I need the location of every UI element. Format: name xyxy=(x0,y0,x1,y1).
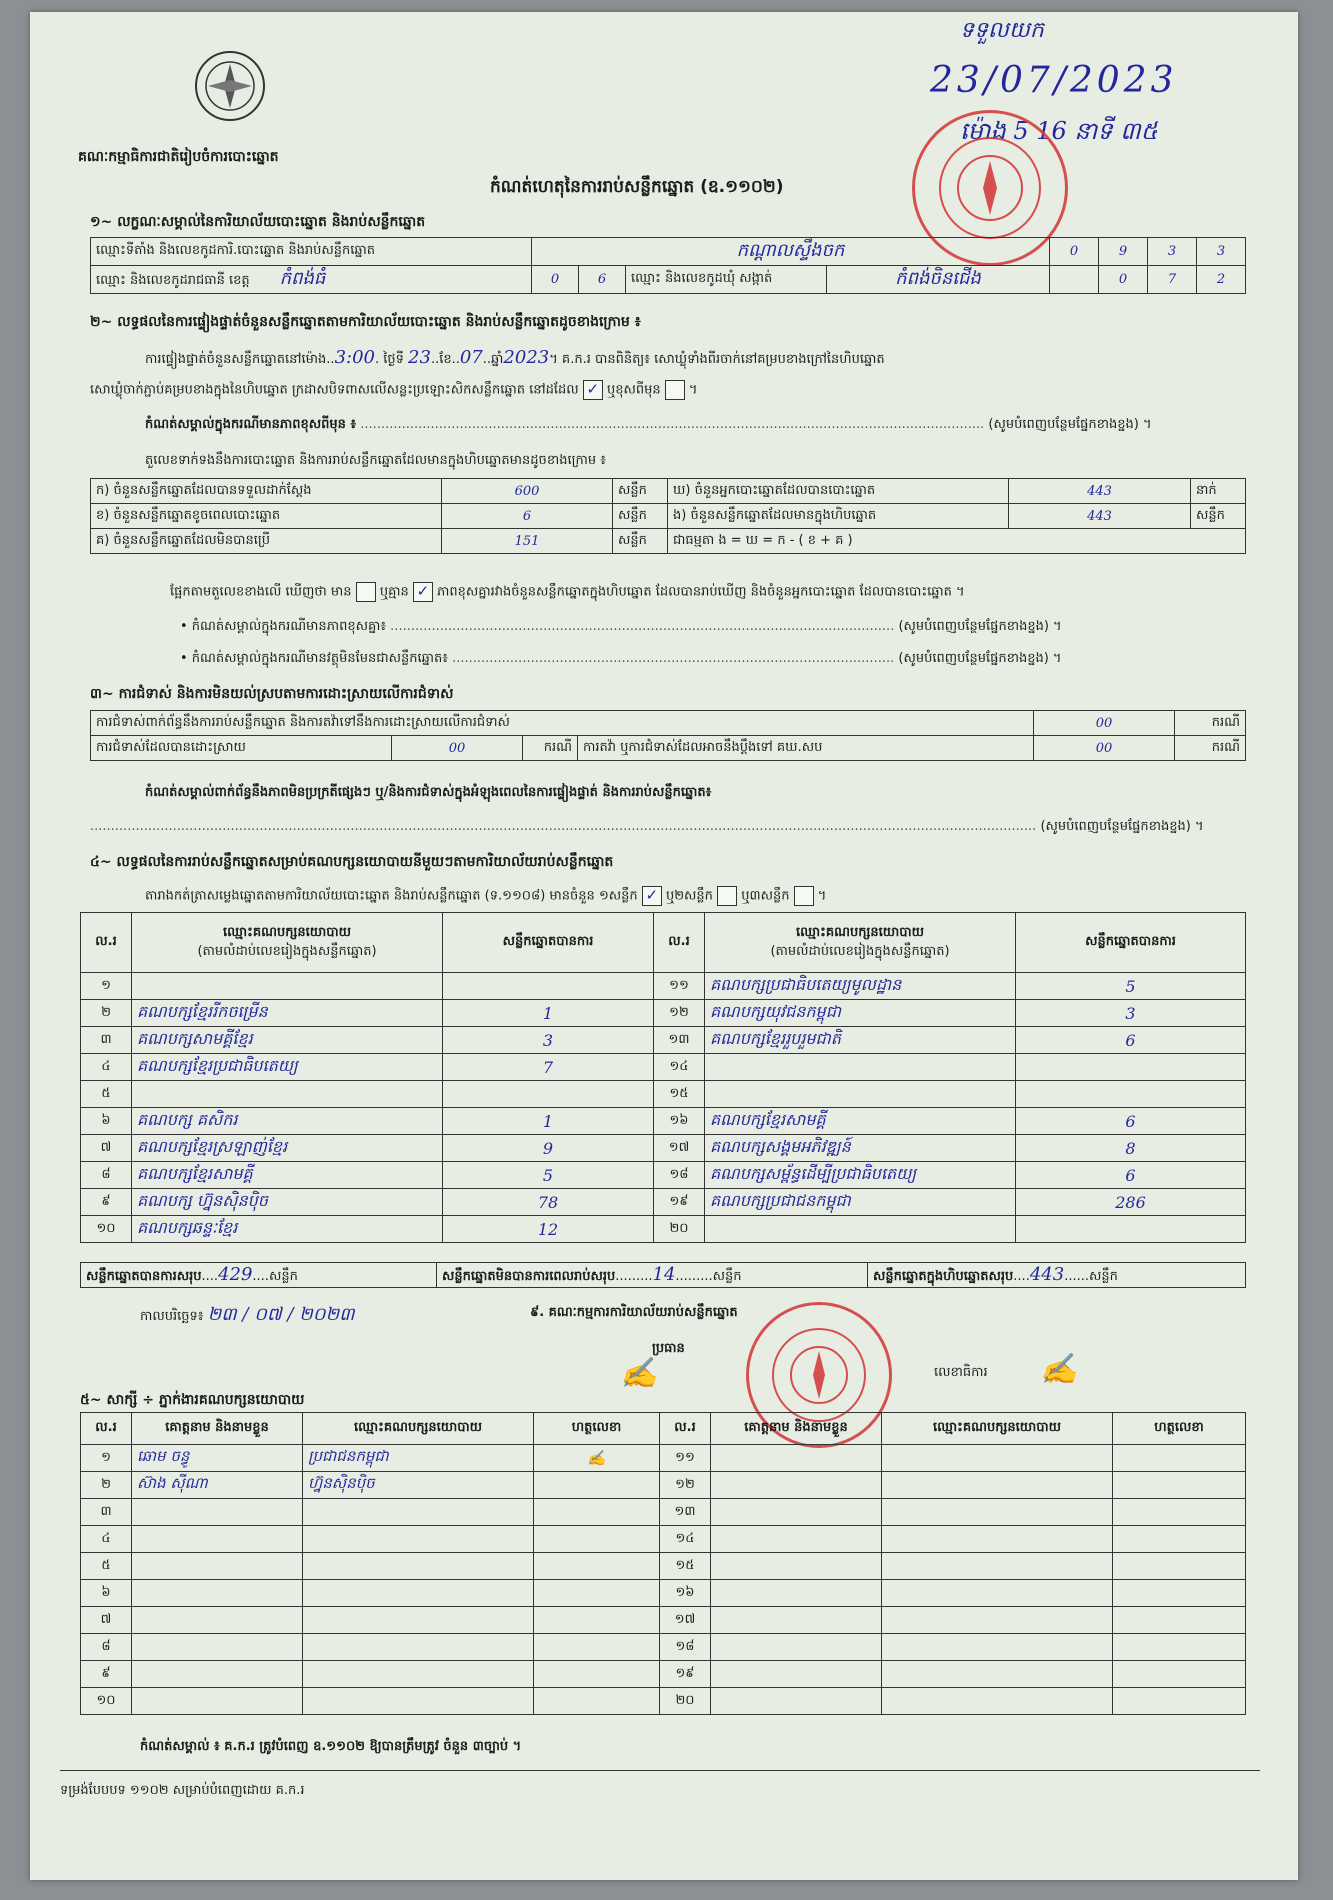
province-code-2: 6 xyxy=(579,266,626,294)
province-label: ឈ្មោះ និងលេខកូដរាជធានី ខេត្ត xyxy=(96,273,250,288)
difference-bullet: • កំណត់សម្គាល់ក្នុងករណីមានភាពខុសគ្នា៖ .......................................................................................................................... (សូមបំពេញបន្ថែមផ្នែកខាងខ្នង) ។ xyxy=(180,619,1062,634)
party-votes: 1 xyxy=(443,1108,654,1135)
party-votes xyxy=(1016,1216,1246,1243)
row-number: ១៥ xyxy=(660,1553,711,1580)
ballots-received: 600 xyxy=(442,479,613,504)
difference-no-checkbox[interactable]: ✓ xyxy=(413,582,433,602)
row-number: ១៤ xyxy=(654,1054,705,1081)
party-votes: 3 xyxy=(1016,1000,1246,1027)
witness-name xyxy=(711,1445,882,1472)
row-number: ១១ xyxy=(654,973,705,1000)
witness-signature xyxy=(1113,1634,1246,1661)
party-name xyxy=(705,1081,1016,1108)
org-name: គណៈកម្មាធិការជាតិរៀបចំការបោះឆ្នោត xyxy=(78,149,279,165)
party-votes: 5 xyxy=(443,1162,654,1189)
party-name: គណបក្សយុវជនកម្ពុជា xyxy=(705,1000,1016,1027)
ballots-spoiled: 6 xyxy=(442,504,613,529)
row-number: ៨ xyxy=(81,1634,132,1661)
witness-party xyxy=(303,1580,534,1607)
president-label: ប្រធាន xyxy=(652,1341,685,1356)
nec-emblem-icon xyxy=(190,46,270,126)
witness-name: ស៊ាង ស៊ីណា xyxy=(132,1472,303,1499)
verify-day: 23 xyxy=(408,347,431,368)
table-row xyxy=(81,1553,1246,1580)
party-name: គណបក្សខ្មែរស្រឡាញ់ខ្មែរ xyxy=(132,1135,443,1162)
party-votes: 6 xyxy=(1016,1162,1246,1189)
row-number: ២០ xyxy=(660,1688,711,1715)
total-valid: 429 xyxy=(218,1263,253,1285)
footer-text: ទម្រង់បែបបទ ១១០២ សម្រាប់បំពេញដោយ គ.ក.រ xyxy=(60,1783,305,1798)
party-name: គណបក្សប្រជាជនកម្ពុជា xyxy=(705,1189,1016,1216)
results-totals: សន្លឹកឆ្នោតបានការសរុប....429....សន្លឹក សន្លឹកឆ្នោតមិនបានការពេលរាប់សរុប.........14.........សន្លឹក សន្លឹកឆ្នោតក្នុងហិបឆ្នោតសរុប....443......សន្លឹក xyxy=(80,1262,1246,1288)
party-name: គណបក្ស ហ្វ៊ុនស៊ិនប៉ិច xyxy=(132,1189,443,1216)
verify-time: 3:00 xyxy=(334,347,375,368)
witness-signature xyxy=(534,1472,660,1499)
witness-party xyxy=(303,1553,534,1580)
party-name: គណបក្សខ្មែររួបរួមជាតិ xyxy=(705,1027,1016,1054)
formula: ជាធម្មតា ង = ឃ = ក - ( ខ + គ ) xyxy=(668,529,1246,554)
witness-party xyxy=(303,1634,534,1661)
row-number: ៥ xyxy=(81,1081,132,1108)
signing-date-value: ២៣ / ០៧ / ២០២៣ xyxy=(207,1304,355,1325)
total-invalid: 14 xyxy=(652,1263,676,1285)
witness-party xyxy=(882,1580,1113,1607)
party-name xyxy=(705,1216,1016,1243)
secretary-signature: ✍ xyxy=(1040,1352,1078,1387)
station-identity-table xyxy=(90,237,1246,294)
witness-name xyxy=(711,1472,882,1499)
row-number: ៩ xyxy=(81,1189,132,1216)
table-row xyxy=(81,1000,1246,1027)
witness-name xyxy=(132,1607,303,1634)
received-time: ម៉ោង 5 16 នាទី ៣៥ xyxy=(960,117,1158,145)
witness-party xyxy=(303,1499,534,1526)
witness-signature: ✍ xyxy=(534,1445,660,1472)
two-sheets-checkbox[interactable] xyxy=(717,886,737,906)
row-number: ៦ xyxy=(81,1108,132,1135)
row-number: ៤ xyxy=(81,1054,132,1081)
row-number: ១៤ xyxy=(660,1526,711,1553)
witness-name xyxy=(711,1499,882,1526)
witness-name xyxy=(132,1553,303,1580)
party-results-table: ល.រ ឈ្មោះគណបក្សនយោបាយ (តាមលំដាប់លេខរៀងក្នុងសន្លឹកឆ្នោត) សន្លឹកឆ្នោតបានការ ល.រ ឈ្មោះគណបក្សនយោបាយ (តាមលំដាប់លេខរៀងក្នុងសន្លឹកឆ្នោត) សន្លឹកឆ្នោតបានការ ១ ១១ គណបក្សប្រជាធិបតេយ្យមូលដ្ឋាន 5 ២ គណបក្សខ្មែររីកចម្រើន 1 ១២ គណបក្សយុវជនកម្ពុជា 3 ៣ គណបក្សសាមគ្គីខ្មែរ 3 ១៣ គណបក្សខ្មែររួបរួមជាតិ 6 ៤ គណបក្សខ្មែរប្រជាធិបតេយ្យ 7 ១៤ ៥ ១៥ ៦ គណបក្ស គសិករ 1 ១៦ គណបក្សខ្មែរសាមគ្គី 6 ៧ គណបក្សខ្មែរស្រឡាញ់ខ្មែរ 9 ១៧ គណបក្សសង្គមអភិវឌ្ឍន៍ 8 ៨ គណបក្សខ្មែរសាមគ្គី 5 ១៨ គណបក្សសម្ព័ន្ធដើម្បីប្រជាធិបតេយ្យ 6 ៩ គណបក្ស ហ្វ៊ុនស៊ិនប៉ិច 78 ១៩ គណបក្សប្រជាជនកម្ពុជា 286 ១០ គណបក្សឆន្ទៈខ្មែរ 12 ២០ xyxy=(80,912,1246,1243)
party-votes: 7 xyxy=(443,1054,654,1081)
table-row xyxy=(81,1634,1246,1661)
row-number: ១០ xyxy=(81,1688,132,1715)
resolved-count: 00 xyxy=(392,736,523,761)
witness-signature xyxy=(1113,1526,1246,1553)
party-votes: 9 xyxy=(443,1135,654,1162)
row-number: ១១ xyxy=(660,1445,711,1472)
witness-signature xyxy=(534,1526,660,1553)
witness-name xyxy=(711,1553,882,1580)
objections-count: 00 xyxy=(1034,711,1175,736)
party-name xyxy=(132,1081,443,1108)
party-name: គណបក្សខ្មែរសាមគ្គី xyxy=(705,1108,1016,1135)
party-votes: 78 xyxy=(443,1189,654,1216)
party-votes: 286 xyxy=(1016,1189,1246,1216)
witness-name xyxy=(711,1526,882,1553)
province-value: កំពង់ធំ xyxy=(279,268,326,289)
witness-party xyxy=(882,1634,1113,1661)
witness-name xyxy=(132,1580,303,1607)
station-code-1: 0 xyxy=(1050,238,1099,266)
row-number: ១២ xyxy=(660,1472,711,1499)
row-number: ២០ xyxy=(654,1216,705,1243)
row-number: ៧ xyxy=(81,1607,132,1634)
table-row xyxy=(81,1054,1246,1081)
commune-label: ឈ្មោះ និងលេខកូដឃុំ សង្កាត់ xyxy=(626,266,827,294)
witness-party xyxy=(882,1445,1113,1472)
row-number: ១៥ xyxy=(654,1081,705,1108)
witness-signature xyxy=(1113,1580,1246,1607)
party-votes xyxy=(1016,1054,1246,1081)
commune-code-2: 7 xyxy=(1148,266,1197,294)
witness-name xyxy=(132,1634,303,1661)
station-code-4: 3 xyxy=(1197,238,1246,266)
witness-party xyxy=(303,1661,534,1688)
signing-date: កាលបរិច្ឆេទ៖ ២៣ / ០៧ / ២០២៣ xyxy=(140,1304,355,1325)
witness-party xyxy=(303,1688,534,1715)
president-signature: ✍ xyxy=(620,1356,658,1391)
ballot-count-report-form xyxy=(30,12,1298,1880)
witness-name xyxy=(132,1688,303,1715)
party-name xyxy=(132,973,443,1000)
table-row xyxy=(81,1081,1246,1108)
party-name: គណបក្សខ្មែរប្រជាធិបតេយ្យ xyxy=(132,1054,443,1081)
row-number: ៣ xyxy=(81,1499,132,1526)
section1-heading: ១~ លក្ខណៈសម្គាល់នៃការិយាល័យបោះឆ្នោត និងរាប់សន្លឹកឆ្នោត xyxy=(90,214,426,230)
section2-heading: ២~ លទ្ធផលនៃការផ្ទៀងផ្ទាត់ចំនួនសន្លឹកឆ្នោតតាមការិយាល័យបោះឆ្នោត និងរាប់សន្លឹកឆ្នោតដូចខាងក្រោម ៖ xyxy=(90,314,641,330)
row-number: ១៧ xyxy=(660,1607,711,1634)
table-row xyxy=(81,1445,1246,1472)
table-row xyxy=(81,1216,1246,1243)
party-votes xyxy=(443,973,654,1000)
ballots-unused: 151 xyxy=(442,529,613,554)
station-name-value: កណ្ដាលស្ទឹងចក xyxy=(736,240,845,261)
witness-party xyxy=(882,1661,1113,1688)
objections-table: ការជំទាស់ពាក់ព័ន្ធនឹងការរាប់សន្លឹកឆ្នោត និងការតវ៉ាទៅនឹងការដោះស្រាយលើការជំទាស់ 00 ករណី ការជំទាស់ដែលបានដោះស្រាយ 00 ករណី ការតវ៉ា ឬការជំទាស់ដែលអាចនឹងប្ដឹងទៅ គឃ.សប 00 ករណី xyxy=(90,710,1246,761)
province-code-1: 0 xyxy=(532,266,579,294)
party-name: គណបក្សសង្គមអភិវឌ្ឍន៍ xyxy=(705,1135,1016,1162)
witness-signature xyxy=(1113,1499,1246,1526)
irregularity-note: កំណត់សម្គាល់ពាក់ព័ន្ធនឹងភាពមិនប្រក្រតីផ្សេងៗ ឬ/និងការជំទាស់ក្នុងអំឡុងពេលនៃការផ្ទៀងផ្ទាត់ និងការរាប់សន្លឹកឆ្នោត៖ xyxy=(145,785,712,800)
commune-code-3: 2 xyxy=(1197,266,1246,294)
row-number: ២ xyxy=(81,1472,132,1499)
witness-signature xyxy=(1113,1553,1246,1580)
witness-signature xyxy=(1113,1607,1246,1634)
one-sheet-checkbox[interactable]: ✓ xyxy=(642,886,662,906)
witness-name xyxy=(132,1526,303,1553)
row-number: ១៨ xyxy=(660,1634,711,1661)
table-row xyxy=(81,1661,1246,1688)
tally-sheets-line: តារាងកត់ត្រាសម្លេងឆ្នោតតាមការិយាល័យបោះឆ្នោត និងរាប់សន្លឹកឆ្នោត (ទ.១១០៨) មានចំនួន ១សន្លឹក ✓ ឬ២សន្លឹក ឬ៣សន្លឹក ។ xyxy=(145,886,827,904)
table-row xyxy=(81,1108,1246,1135)
party-votes: 6 xyxy=(1016,1027,1246,1054)
received-label: ទទួលយក xyxy=(960,18,1044,43)
witness-signature xyxy=(534,1499,660,1526)
verify-year: 2023 xyxy=(503,347,550,368)
witness-party: ហ្វ៊ុនស៊ិនប៉ិច xyxy=(303,1472,534,1499)
row-number: ១៩ xyxy=(654,1189,705,1216)
table-row xyxy=(81,1499,1246,1526)
witness-signature xyxy=(534,1553,660,1580)
party-votes: 5 xyxy=(1016,973,1246,1000)
witness-party xyxy=(882,1607,1113,1634)
secretary-label: លេខាធិការ xyxy=(934,1365,988,1380)
committee-label: ៩. គណៈកម្មការការិយាល័យរាប់សន្លឹកឆ្នោត xyxy=(530,1305,738,1320)
footnote: កំណត់សម្គាល់ ៖ គ.ក.រ ត្រូវបំពេញ ឧ.១១០២ ឱ្យបានត្រឹមត្រូវ ចំនួន ៣ច្បាប់ ។ xyxy=(140,1739,522,1754)
difference-check: ផ្អែកតាមតួលេខខាងលើ ឃើញថា មាន ឬគ្មាន ✓ ភាពខុសគ្នារវាងចំនួនសន្លឹកឆ្នោតក្នុងហិបឆ្នោត ដែលបានរាប់ឃើញ និងចំនួនអ្នកបោះឆ្នោត ដែលបានបោះឆ្នោត ។ xyxy=(170,582,965,600)
table-row xyxy=(81,1607,1246,1634)
voters-voted: 443 xyxy=(1009,479,1191,504)
irregularity-hint: ..................................................................................................................................................................................................................................... (សូមបំពេញបន្ថែមផ្នែកខាងខ្នង) ។ xyxy=(90,819,1204,834)
witness-party: ប្រជាជនកម្ពុជា xyxy=(303,1445,534,1472)
table-row xyxy=(81,1027,1246,1054)
station-code-3: 3 xyxy=(1148,238,1197,266)
row-number: ១ xyxy=(81,973,132,1000)
party-votes: 1 xyxy=(443,1000,654,1027)
verify-month: 07 xyxy=(459,347,483,368)
witness-party xyxy=(303,1526,534,1553)
row-number: ៨ xyxy=(81,1162,132,1189)
witness-name xyxy=(132,1499,303,1526)
verification-paragraph: ការផ្ទៀងផ្ទាត់ចំនួនសន្លឹកឆ្នោតនៅម៉ោង..3:00. ថ្ងៃទី 23..ខែ..07..ឆ្នាំ2023។ គ.ក.រ បានពិនិត្យ៖ សោឃ្លុំទាំងពីរចាក់នៅគម្របខាងក្រៅនៃហិបឆ្នោត xyxy=(145,347,885,368)
row-number: ៧ xyxy=(81,1135,132,1162)
witness-signature xyxy=(534,1607,660,1634)
witness-party xyxy=(882,1688,1113,1715)
row-number: ៣ xyxy=(81,1027,132,1054)
party-name: គណបក្ស គសិករ xyxy=(132,1108,443,1135)
changed-checkbox[interactable] xyxy=(665,380,685,400)
section4-heading: ៤~ លទ្ធផលនៃការរាប់សន្លឹកឆ្នោតសម្រាប់គណបក្សនយោបាយនីមួយៗតាមការិយាល័យរាប់សន្លឹកឆ្នោត xyxy=(90,854,614,870)
row-number: ១៧ xyxy=(654,1135,705,1162)
witness-name xyxy=(711,1634,882,1661)
commune-code-1: 0 xyxy=(1099,266,1148,294)
witness-name xyxy=(711,1661,882,1688)
witness-name xyxy=(711,1688,882,1715)
section3-heading: ៣~ ការជំទាស់ និងការមិនយល់ស្របតាមការដោះស្រាយលើការជំទាស់ xyxy=(90,686,454,702)
table-row xyxy=(81,1162,1246,1189)
table-row xyxy=(81,1688,1246,1715)
witness-name: ឆោម ចន្ធូ xyxy=(132,1445,303,1472)
section5-heading: ៥~ សាក្សី ÷ ភ្នាក់ងារគណបក្សនយោបាយ xyxy=(80,1392,305,1408)
table-row xyxy=(81,1135,1246,1162)
commune-value: កំពង់ចិនជើង xyxy=(895,268,981,289)
witness-party xyxy=(303,1607,534,1634)
witness-signature xyxy=(1113,1661,1246,1688)
row-number: ១០ xyxy=(81,1216,132,1243)
difference-note: កំណត់សម្គាល់ក្នុងករណីមានភាពខុសពីមុន ៖ ....................................................................................................................................................... (សូមបំពេញបន្ថែមផ្នែកខាងខ្នង) ។ xyxy=(145,417,1152,432)
party-name: គណបក្សឆន្ទៈខ្មែរ xyxy=(132,1216,443,1243)
table-row xyxy=(81,973,1246,1000)
station-code-2: 9 xyxy=(1099,238,1148,266)
three-sheets-checkbox[interactable] xyxy=(794,886,814,906)
party-votes: 12 xyxy=(443,1216,654,1243)
party-name: គណបក្សខ្មែរសាមគ្គី xyxy=(132,1162,443,1189)
row-number: ៦ xyxy=(81,1580,132,1607)
witness-party xyxy=(882,1499,1113,1526)
witness-signature xyxy=(534,1580,660,1607)
witness-name xyxy=(132,1661,303,1688)
row-number: ១ xyxy=(81,1445,132,1472)
witness-party xyxy=(882,1526,1113,1553)
party-name: គណបក្សសាមគ្គីខ្មែរ xyxy=(132,1027,443,1054)
party-name xyxy=(705,1054,1016,1081)
ballots-in-box: 443 xyxy=(1009,504,1191,529)
party-name: គណបក្សសម្ព័ន្ធដើម្បីប្រជាធិបតេយ្យ xyxy=(705,1162,1016,1189)
form-title: កំណត់ហេតុនៃការរាប់សន្លឹកឆ្នោត (ឧ.១១០២) xyxy=(490,177,784,197)
verification-paragraph-2: សោឃ្លុំចាក់ភ្ជាប់គម្របខាងក្នុងនៃហិបឆ្នោត ក្រដាសបិទពាសលើសន្លះប្រឡោះសិកសន្លឹកឆ្នោត នៅដដែល ✓ ឬខុសពីមុន ។ xyxy=(90,380,698,398)
unchanged-checkbox[interactable]: ✓ xyxy=(583,380,603,400)
witness-party xyxy=(882,1472,1113,1499)
table-row xyxy=(81,1472,1246,1499)
witness-signature xyxy=(1113,1472,1246,1499)
row-number: ២ xyxy=(81,1000,132,1027)
party-votes: 3 xyxy=(443,1027,654,1054)
difference-yes-checkbox[interactable] xyxy=(356,582,376,602)
witness-signature xyxy=(534,1688,660,1715)
table-row xyxy=(81,1580,1246,1607)
row-number: ១៦ xyxy=(660,1580,711,1607)
appeals-count: 00 xyxy=(1034,736,1175,761)
row-number: ៥ xyxy=(81,1553,132,1580)
witness-party xyxy=(882,1553,1113,1580)
party-name: គណបក្សខ្មែររីកចម្រើន xyxy=(132,1000,443,1027)
table-row xyxy=(81,1189,1246,1216)
witness-signature xyxy=(534,1661,660,1688)
row-number: ១៣ xyxy=(654,1027,705,1054)
party-name: គណបក្សប្រជាធិបតេយ្យមូលដ្ឋាន xyxy=(705,973,1016,1000)
non-ballot-bullet: • កំណត់សម្គាល់ក្នុងករណីមានវត្ថុមិនមែនជាសន្លឹកឆ្នោត៖ ........................................................................................................... (សូមបំពេញបន្ថែមផ្នែកខាងខ្នង) ។ xyxy=(180,651,1062,666)
row-number: ៤ xyxy=(81,1526,132,1553)
witness-name xyxy=(711,1607,882,1634)
station-name-label: ឈ្មោះទីតាំង និងលេខកូដការិ.បោះឆ្នោត និងរាប់សន្លឹកឆ្នោត xyxy=(91,238,532,266)
received-date: 23/07/2023 xyxy=(930,60,1178,101)
witness-signature xyxy=(1113,1688,1246,1715)
party-votes: 6 xyxy=(1016,1108,1246,1135)
row-number: ១៣ xyxy=(660,1499,711,1526)
witness-signature xyxy=(1113,1445,1246,1472)
party-votes xyxy=(1016,1081,1246,1108)
table-row xyxy=(81,1526,1246,1553)
row-number: ១៩ xyxy=(660,1661,711,1688)
witness-table: ល.រ គោត្តនាម និងនាមខ្លួន ឈ្មោះគណបក្សនយោបាយ ហត្ថលេខា ល.រ គោត្តនាម និងនាមខ្លួន ឈ្មោះគណបក្សនយោបាយ ហត្ថលេខា ១ ឆោម ចន្ធូ ប្រជាជនកម្ពុជា ✍ ១១ ២ ស៊ាង ស៊ីណា ហ្វ៊ុនស៊ិនប៉ិច ១២ ៣ ១៣ ៤ ១៤ ៥ ១៥ ៦ ១៦ ៧ ១៧ ៨ ១៨ ៩ ១៩ ១០ ២០ xyxy=(80,1412,1246,1715)
footer-rule xyxy=(60,1770,1260,1771)
row-number: ៩ xyxy=(81,1661,132,1688)
numbers-intro: តួលេខទាក់ទងនឹងការបោះឆ្នោត និងការរាប់សន្លឹកឆ្នោតដែលមានក្នុងហិបឆ្នោតមានដូចខាងក្រោម ៖ xyxy=(145,453,606,468)
row-number: ១២ xyxy=(654,1000,705,1027)
party-votes xyxy=(443,1081,654,1108)
witness-signature xyxy=(534,1634,660,1661)
row-number: ១៨ xyxy=(654,1162,705,1189)
party-votes: 8 xyxy=(1016,1135,1246,1162)
witness-name xyxy=(711,1580,882,1607)
total-in-box: 443 xyxy=(1029,1263,1065,1285)
row-number: ១៦ xyxy=(654,1108,705,1135)
ballot-numbers-table: ក) ចំនួនសន្លឹកឆ្នោតដែលបានទទួលដាក់ស្ដែង 600 សន្លឹក ឃ) ចំនួនអ្នកបោះឆ្នោតដែលបានបោះឆ្នោត 443 នាក់ ខ) ចំនួនសន្លឹកឆ្នោតខូចពេលបោះឆ្នោត 6 សន្លឹក ង) ចំនួនសន្លឹកឆ្នោតដែលមានក្នុងហិបឆ្នោត 443 សន្លឹក គ) ចំនួនសន្លឹកឆ្នោតដែលមិនបានប្រើ 151 សន្លឹក ជាធម្មតា ង = ឃ = ក - ( ខ + គ ) xyxy=(90,478,1246,554)
